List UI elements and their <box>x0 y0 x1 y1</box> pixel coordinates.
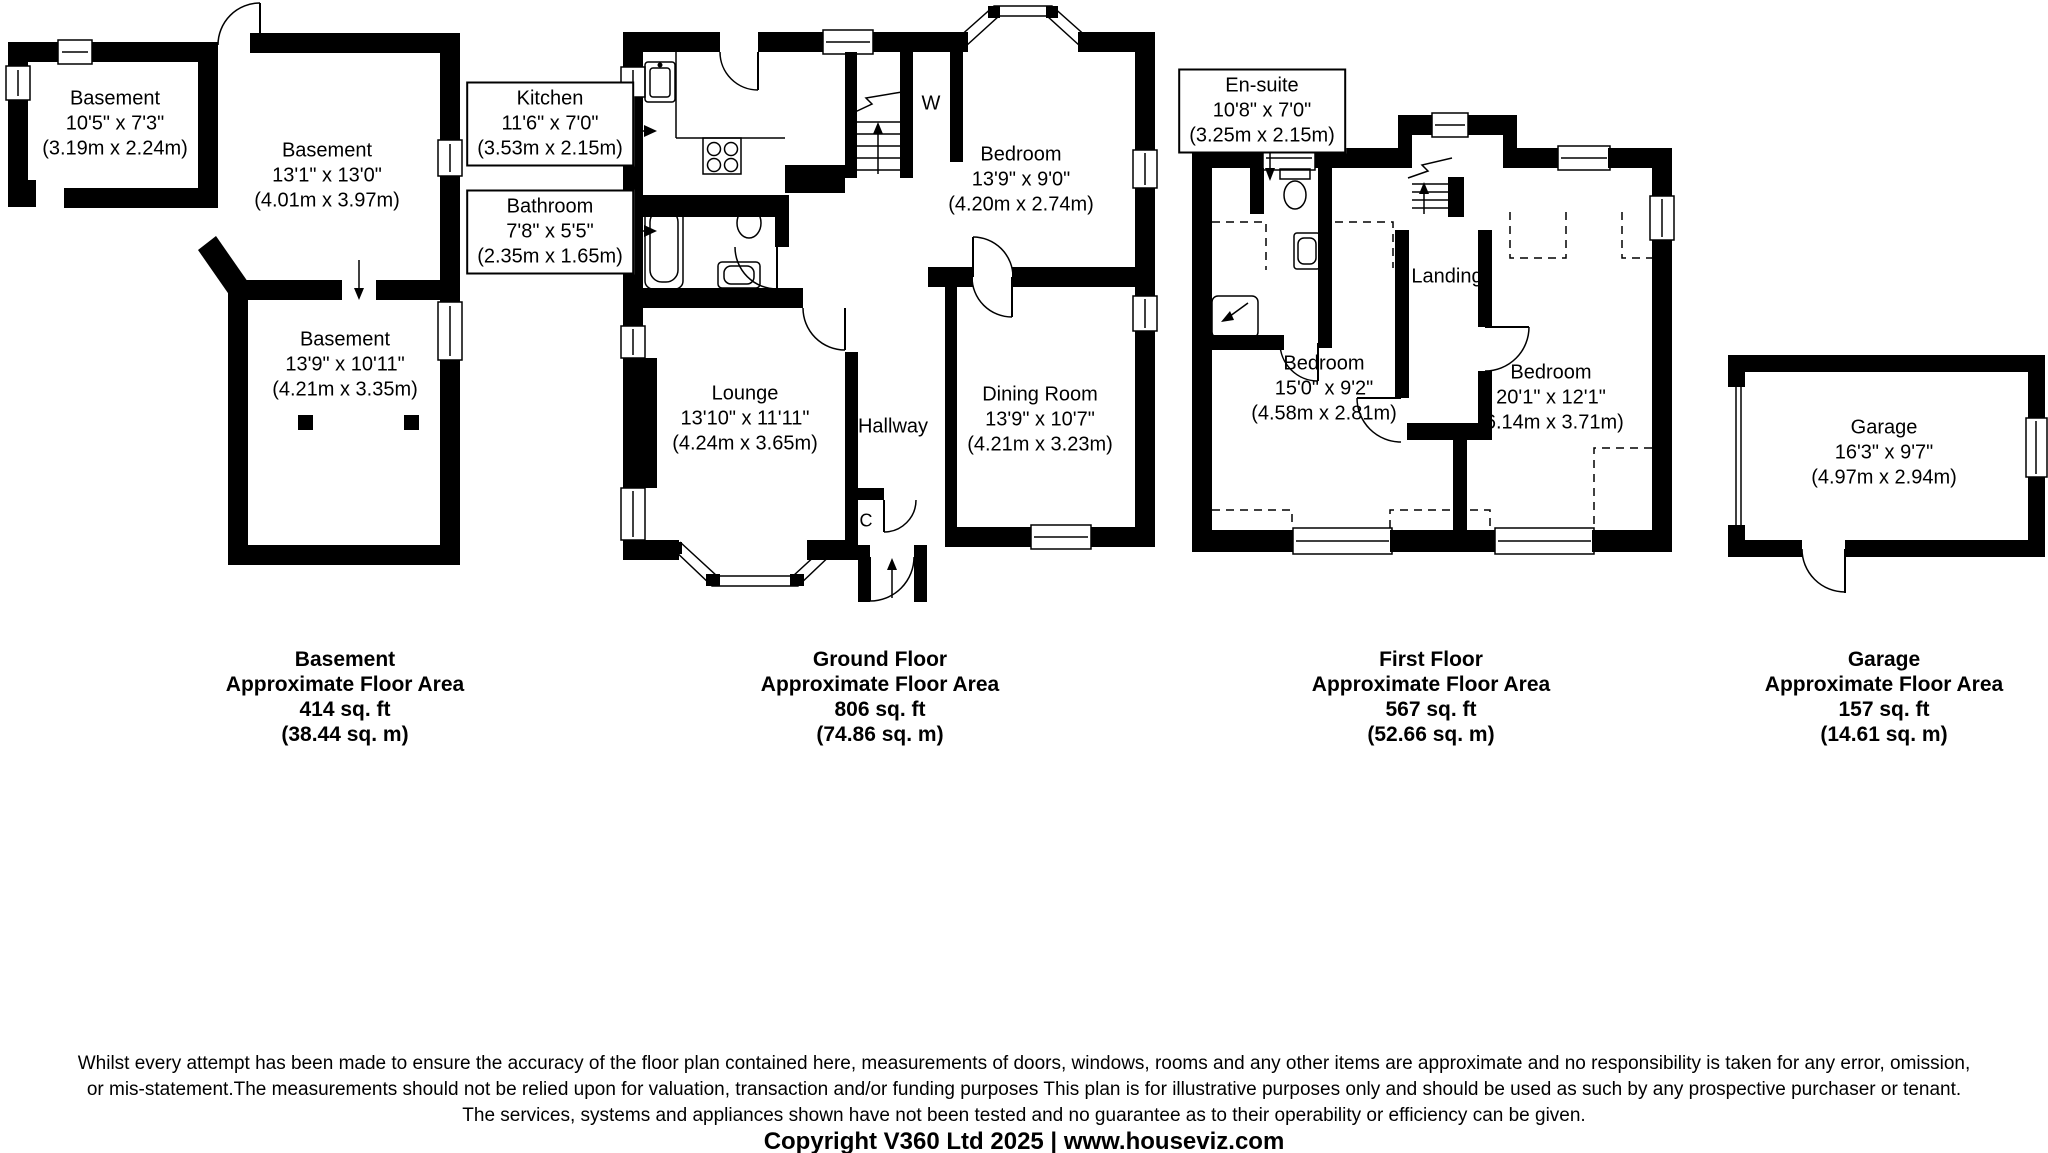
door-arc <box>803 308 845 350</box>
column <box>298 415 313 430</box>
room-dims-metric: (4.21m x 3.35m) <box>272 378 418 401</box>
room-label-bedroom-ground <box>948 143 1094 218</box>
caption-area-m: (14.61 sq. m) <box>1820 723 1948 746</box>
room-name: Kitchen <box>516 87 584 110</box>
ceiling-line <box>1390 510 1490 528</box>
ceiling-line <box>1212 510 1292 528</box>
room-name: Garage <box>1850 416 1918 439</box>
ground-floor-caption <box>761 647 999 747</box>
room-dims-metric: (4.24m x 3.65m) <box>672 432 818 455</box>
caption-area-m: (38.44 sq. m) <box>281 723 409 746</box>
room-label-bedroom-2 <box>1478 361 1624 436</box>
door-arc <box>973 237 1013 277</box>
ceiling-line <box>1212 222 1266 270</box>
caption-area-m: (74.86 sq. m) <box>816 723 944 746</box>
room-label-basement-3 <box>272 328 418 403</box>
stairs-icon <box>1408 158 1464 217</box>
wardrobe-label: W <box>921 92 941 115</box>
caption-subtitle: Approximate Floor Area <box>760 673 1000 696</box>
room-name: Bedroom <box>1510 361 1592 384</box>
column <box>404 415 419 430</box>
room-dims-imperial: 10'5" x 7'3" <box>65 112 165 135</box>
room-dims-imperial: 10'8" x 7'0" <box>1212 99 1312 122</box>
bay-window <box>954 6 1092 52</box>
room-dims-imperial: 13'9" x 10'11" <box>285 353 405 376</box>
caption-subtitle: Approximate Floor Area <box>1311 673 1551 696</box>
cupboard-label: C <box>859 510 873 531</box>
caption-area-ft: 806 sq. ft <box>834 698 926 721</box>
room-label-ensuite <box>1178 69 1346 154</box>
room-dims-imperial: 16'3" x 9'7" <box>1834 441 1934 464</box>
disclaimer-line-3: The services, systems and appliances shown have not been tested and no guarantee as to their operability or efficiency can be given. <box>462 1105 1586 1126</box>
room-dims-metric: (4.97m x 2.94m) <box>1811 466 1957 489</box>
ceiling-line <box>1594 448 1652 528</box>
room-dims-imperial: 13'9" x 9'0" <box>971 168 1071 191</box>
room-name: Basement <box>69 87 161 110</box>
ceiling-line <box>1622 212 1652 258</box>
room-dims-imperial: 7'8" x 5'5" <box>506 220 594 243</box>
shower-icon <box>1212 296 1258 338</box>
room-dims-metric: (2.35m x 1.65m) <box>477 245 623 268</box>
room-dims-metric: (3.25m x 2.15m) <box>1189 124 1335 147</box>
ceiling-line <box>1510 212 1566 258</box>
door-arc <box>884 500 916 532</box>
room-dims-metric: (4.58m x 2.81m) <box>1251 402 1397 425</box>
room-dims-metric: (4.20m x 2.74m) <box>948 193 1094 216</box>
hallway-label: Hallway <box>857 415 929 438</box>
basement-caption <box>226 647 464 747</box>
garage-caption <box>1765 647 2003 747</box>
copyright-line: Copyright V360 Ltd 2025 | www.houseviz.com <box>763 1128 1285 1153</box>
room-name: Dining Room <box>982 383 1098 406</box>
ground-floor-plan <box>618 6 1157 602</box>
caption-area-m: (52.66 sq. m) <box>1367 723 1495 746</box>
room-dims-metric: (4.21m x 3.23m) <box>967 433 1113 456</box>
room-dims-imperial: 11'6" x 7'0" <box>501 112 599 135</box>
door-arc <box>972 277 1012 317</box>
room-dims-imperial: 15'0" x 9'2" <box>1274 377 1374 400</box>
room-name: Lounge <box>711 382 779 405</box>
toilet-icon <box>1280 169 1310 209</box>
room-name: Basement <box>281 139 373 162</box>
room-label-bathroom <box>466 190 634 275</box>
stairs-icon <box>845 52 913 178</box>
room-dims-metric: (4.01m x 3.97m) <box>254 189 400 212</box>
front-door <box>858 545 927 602</box>
room-dims-metric: (6.14m x 3.71m) <box>1478 411 1624 434</box>
landing-label: Landing <box>1411 265 1483 288</box>
caption-title: Basement <box>294 648 396 671</box>
caption-title: Ground Floor <box>812 648 948 671</box>
ceiling-line <box>1335 222 1393 268</box>
sink-icon <box>645 62 675 102</box>
disclaimer-line-2: or mis-statement.The measurements should not be relied upon for valuation, transaction and/or funding purposes This plan is for illustrative purposes only and should be used as such by any prospective purchaser or tenant. <box>86 1079 1962 1100</box>
caption-subtitle: Approximate Floor Area <box>225 673 465 696</box>
hob-icon <box>703 138 741 174</box>
door-arc <box>720 52 758 90</box>
room-dims-imperial: 20'1" x 12'1" <box>1496 386 1606 409</box>
room-name: Bedroom <box>1283 352 1365 375</box>
room-name: Bathroom <box>506 195 594 218</box>
room-dims-imperial: 13'10" x 11'11" <box>680 407 810 430</box>
caption-subtitle: Approximate Floor Area <box>1764 673 2004 696</box>
room-label-bedroom-1 <box>1251 352 1397 427</box>
room-label-basement-2 <box>254 139 400 214</box>
room-dims-metric: (3.53m x 2.15m) <box>477 137 623 160</box>
room-name: Bedroom <box>980 143 1062 166</box>
first-floor-caption <box>1312 647 1550 747</box>
door-arc <box>735 247 777 289</box>
room-dims-imperial: 13'1" x 13'0" <box>272 164 382 187</box>
basin-icon <box>1294 233 1320 269</box>
caption-title: Garage <box>1847 648 1921 671</box>
first-floor-plan <box>1192 113 1674 554</box>
caption-title: First Floor <box>1379 648 1483 671</box>
disclaimer-line-1: Whilst every attempt has been made to ensure the accuracy of the floor plan contained here, measurements of doors, windows, rooms and any other items are approximate and no responsibility is taken for any error, omission, <box>77 1053 1971 1074</box>
door-arc <box>1802 549 1845 592</box>
room-label-basement-1 <box>42 87 188 162</box>
room-label-garage <box>1811 416 1957 491</box>
room-label-dining <box>967 383 1113 458</box>
room-name: En-suite <box>1225 74 1299 97</box>
room-label-kitchen <box>466 82 634 167</box>
room-dims-metric: (3.19m x 2.24m) <box>42 137 188 160</box>
room-dims-imperial: 13'9" x 10'7" <box>985 408 1095 431</box>
caption-area-ft: 414 sq. ft <box>299 698 391 721</box>
caption-area-ft: 157 sq. ft <box>1838 698 1930 721</box>
room-label-lounge <box>672 382 818 457</box>
room-name: Basement <box>299 328 391 351</box>
caption-area-ft: 567 sq. ft <box>1385 698 1477 721</box>
